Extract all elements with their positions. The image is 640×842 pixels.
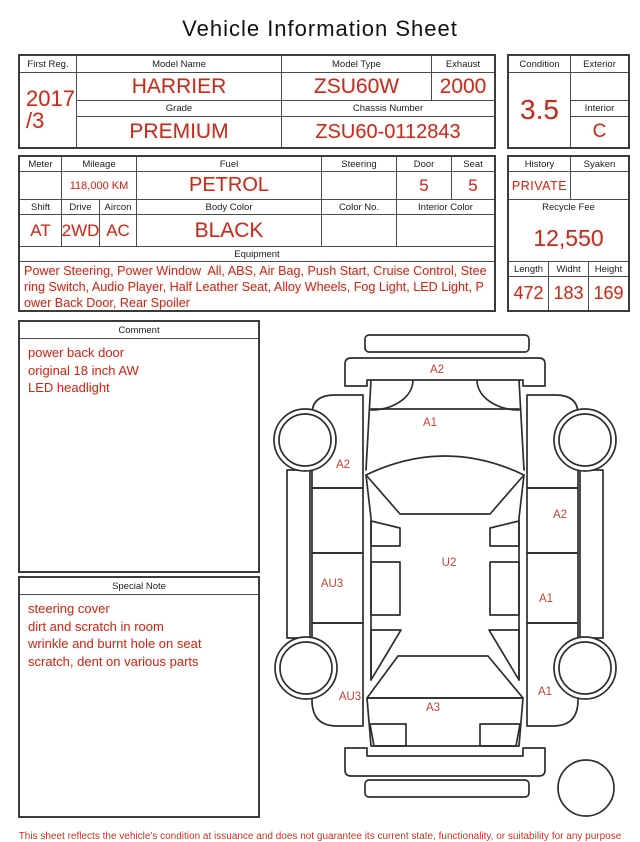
first-reg-year: 2017 bbox=[26, 85, 75, 111]
damage-label-rear-fender-right: A1 bbox=[537, 686, 553, 698]
special-note-line: scratch, dent on various parts bbox=[28, 653, 199, 669]
comment-header: Comment bbox=[20, 322, 258, 339]
recycle-fee-header: Recycle Fee bbox=[509, 200, 628, 215]
wheel-front-left bbox=[274, 409, 336, 471]
special-note-box bbox=[18, 576, 260, 818]
first-reg-header: First Reg. bbox=[20, 56, 77, 73]
aircon-value: AC bbox=[100, 215, 137, 247]
length-value: 472 bbox=[509, 277, 549, 310]
wheel-rear-right bbox=[554, 637, 616, 699]
windshield bbox=[366, 456, 524, 514]
interior-value: C bbox=[571, 117, 628, 147]
fuel-header: Fuel bbox=[137, 157, 322, 172]
quarter-window-right bbox=[489, 630, 519, 680]
front-bumper bbox=[345, 358, 545, 386]
front-top-strip bbox=[365, 335, 529, 352]
comment-line: original 18 inch AW bbox=[28, 362, 139, 378]
damage-label-front-door-right: A2 bbox=[552, 509, 568, 521]
body-color-header: Body Color bbox=[137, 200, 322, 215]
chassis-number-header: Chassis Number bbox=[282, 101, 494, 117]
mileage-value: 118,000 KM bbox=[62, 172, 137, 200]
shift-header: Shift bbox=[20, 200, 62, 215]
model-name-value: HARRIER bbox=[77, 73, 282, 101]
exhaust-value: 2000 bbox=[432, 73, 494, 101]
headlight-left bbox=[371, 380, 413, 410]
condition-value: 3.5 bbox=[509, 73, 571, 147]
model-type-value: ZSU60W bbox=[282, 73, 432, 101]
spare-wheel bbox=[558, 760, 614, 816]
spec-row bbox=[18, 155, 622, 312]
height-header: Height bbox=[589, 262, 628, 277]
sill-left bbox=[287, 470, 310, 638]
front-door-window-right bbox=[490, 521, 519, 546]
exterior-header: Exterior bbox=[571, 56, 628, 73]
special-note-line: dirt and scratch in room bbox=[28, 618, 164, 634]
condition-box bbox=[507, 54, 630, 149]
comment-line: LED headlight bbox=[28, 380, 110, 396]
condition-header: Condition bbox=[509, 56, 571, 73]
damage-label-rear-door-right: A1 bbox=[538, 593, 554, 605]
grade-header: Grade bbox=[77, 101, 282, 117]
shift-value: AT bbox=[20, 215, 62, 247]
hood-left-edge bbox=[366, 380, 371, 470]
identity-table bbox=[18, 54, 496, 149]
rear-door-window-left bbox=[371, 562, 400, 615]
syaken-header: Syaken bbox=[571, 157, 628, 172]
grade-value: PREMIUM bbox=[77, 117, 282, 147]
rear-glass bbox=[367, 656, 523, 698]
rear-bumper bbox=[345, 748, 545, 776]
color-no-header: Color No. bbox=[322, 200, 397, 215]
body-color-value: BLACK bbox=[137, 215, 322, 247]
history-value: PRIVATE bbox=[509, 172, 571, 200]
equipment-value: Power Steering, Power Window All, ABS, Air Bag, Push Start, Cruise Control, Steering Switch, Audio Player, Half Leather Seat, Alloy Wheels, Fog Light, LED Light, Power Back Door, Rear Spoiler bbox=[20, 262, 494, 310]
steering-value bbox=[322, 172, 397, 200]
damage-label-front-fender-left: A2 bbox=[335, 459, 351, 471]
drive-header: Drive bbox=[62, 200, 100, 215]
rear-door-window-right bbox=[490, 562, 519, 615]
exhaust-header: Exhaust bbox=[432, 56, 494, 73]
meter-value bbox=[20, 172, 62, 200]
wheel-front-right bbox=[554, 409, 616, 471]
sill-right bbox=[580, 470, 603, 638]
comment-line: power back door bbox=[28, 345, 125, 360]
rear-door-right bbox=[527, 553, 578, 623]
notes-and-diagram-row bbox=[18, 320, 622, 823]
width-value: 183 bbox=[549, 277, 589, 310]
first-reg-month: /3 bbox=[26, 108, 45, 133]
disclaimer-text: This sheet reflects the vehicle's condition at issuance and does not guarantee its current state, functionality, or suitability for any purpose bbox=[18, 831, 622, 842]
interior-color-value bbox=[397, 215, 494, 247]
fuel-value: PETROL bbox=[137, 172, 322, 200]
car-diagram-wrap bbox=[265, 318, 622, 823]
front-door-left bbox=[312, 488, 363, 553]
seat-value: 5 bbox=[452, 172, 494, 200]
headlight-right bbox=[477, 380, 519, 410]
interior-header: Interior bbox=[571, 101, 628, 117]
special-note-header: Special Note bbox=[20, 578, 258, 595]
aircon-header: Aircon bbox=[100, 200, 137, 215]
wheel-rear-left bbox=[275, 637, 337, 699]
damage-label-roof: U2 bbox=[441, 557, 457, 569]
tail-light-left bbox=[370, 724, 406, 746]
syaken-value bbox=[571, 172, 628, 200]
seat-header: Seat bbox=[452, 157, 494, 172]
comment-body bbox=[20, 339, 258, 402]
model-type-header: Model Type bbox=[282, 56, 432, 73]
tail-light-right bbox=[480, 724, 520, 746]
hood-right-edge bbox=[519, 380, 524, 470]
damage-label-rear-door-left: AU3 bbox=[320, 578, 344, 590]
damage-label-hood: A1 bbox=[422, 417, 438, 429]
comment-box bbox=[18, 320, 260, 573]
length-header: Length bbox=[509, 262, 549, 277]
damage-label-rear-fender-left: AU3 bbox=[338, 691, 362, 703]
height-value: 169 bbox=[589, 277, 628, 310]
damage-label-front-bumper: A2 bbox=[429, 364, 445, 376]
door-header: Door bbox=[397, 157, 452, 172]
model-name-header: Model Name bbox=[77, 56, 282, 73]
equipment-header: Equipment bbox=[20, 247, 494, 262]
notes-column bbox=[18, 320, 260, 818]
trunk bbox=[367, 698, 523, 746]
door-value: 5 bbox=[397, 172, 452, 200]
special-note-line: wrinkle and burnt hole on seat bbox=[28, 636, 202, 652]
car-damage-diagram bbox=[265, 318, 622, 818]
special-note-line: steering cover bbox=[28, 601, 110, 616]
interior-color-header: Interior Color bbox=[397, 200, 494, 215]
color-no-value bbox=[322, 215, 397, 247]
damage-label-trunk: A3 bbox=[425, 702, 441, 714]
spec-table bbox=[18, 155, 496, 312]
first-reg-value bbox=[20, 73, 77, 147]
front-door-window-left bbox=[371, 521, 400, 546]
mileage-header: Mileage bbox=[62, 157, 137, 172]
fee-box bbox=[507, 155, 630, 312]
special-note-body bbox=[20, 595, 258, 675]
rear-bottom-strip bbox=[365, 780, 529, 797]
exterior-value bbox=[571, 73, 628, 101]
recycle-fee-value: 12,550 bbox=[509, 215, 628, 262]
meter-header: Meter bbox=[20, 157, 62, 172]
page-title: Vehicle Information Sheet bbox=[182, 16, 458, 41]
chassis-number-value: ZSU60-0112843 bbox=[282, 117, 494, 147]
steering-header: Steering bbox=[322, 157, 397, 172]
identity-row bbox=[18, 54, 622, 149]
width-header: Widht bbox=[549, 262, 589, 277]
history-header: History bbox=[509, 157, 571, 172]
drive-value: 2WD bbox=[62, 215, 100, 247]
